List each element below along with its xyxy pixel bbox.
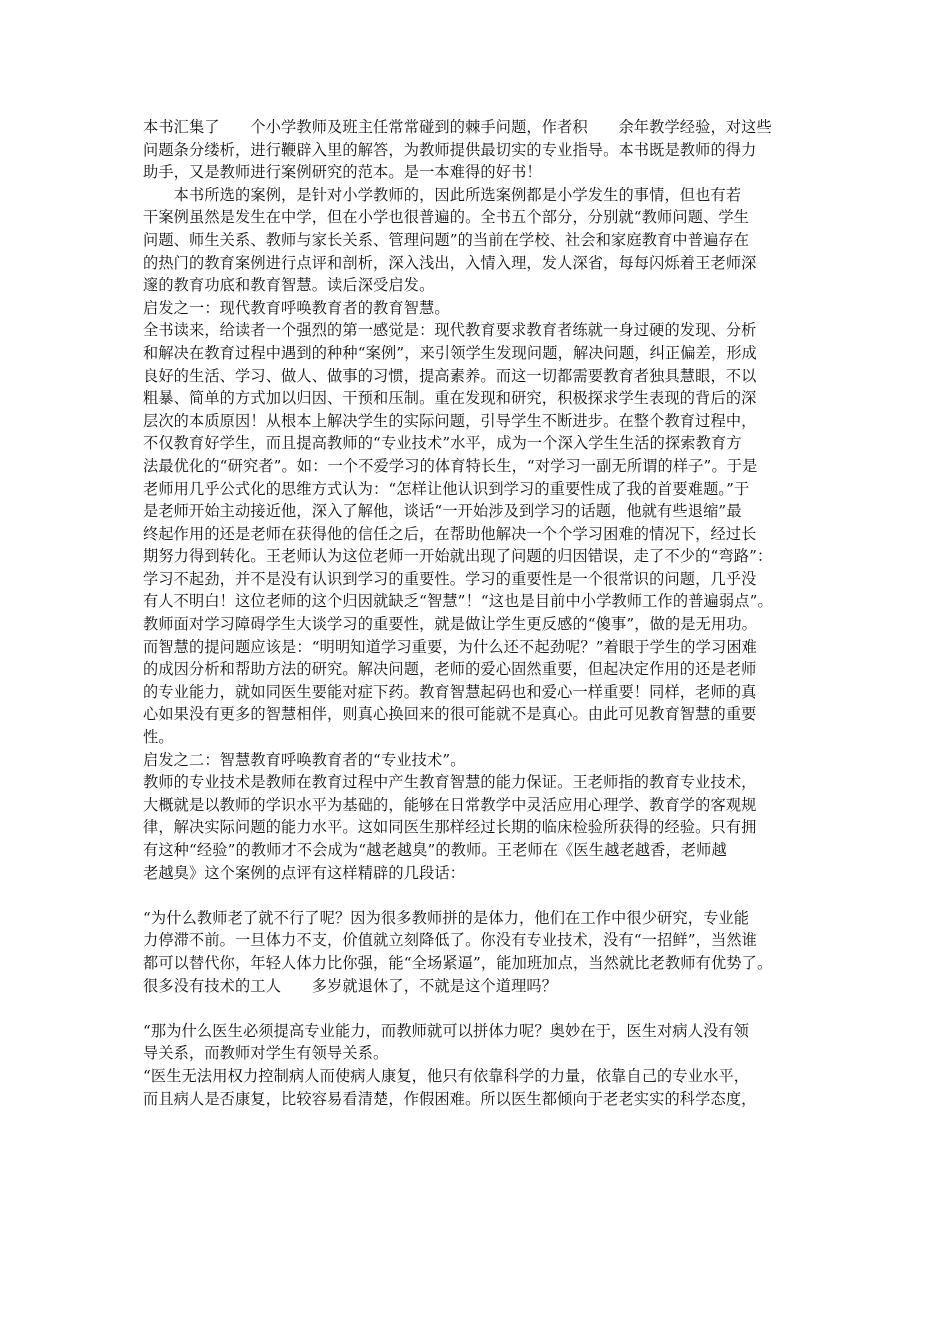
text-line: 良好的生活、学习、做人、做事的习惯，提高素养。而这一切都需要教育者独具慧眼，不以 (143, 366, 757, 385)
text-line: 教师面对学习障碍学生大谈学习的重要性，就是做让学生更反感的“傻事”，做的是无用功。 (143, 615, 757, 634)
text-line: 老师用几乎公式化的思维方式认为：“怎样让他认识到学习的重要性成了我的首要难题。”于 (143, 479, 750, 498)
text-line: 有这种“经验”的教师才不会成为“越老越臭”的教师。王老师在《医生越老越香，老师越 (143, 841, 727, 859)
text-line: 的热门的教育案例进行点评和剖析，深入浅出，入情入理，发人深省，每每闪烁着王老师深 (143, 253, 757, 272)
text-line: 助手，又是教师进行案例研究的范本。是一本难得的好书！ (143, 163, 542, 182)
text-line: 干案例虽然是发生在中学，但在小学也很普遍的。全书五个部分，分别就“教师问题、学生 (143, 208, 750, 227)
blank-line (143, 884, 811, 907)
document-body (143, 116, 811, 1110)
text-line: 大概就是以教师的学识水平为基础的，能够在日常教学中灵活应用心理学、教育学的客观规 (143, 795, 757, 814)
text-line: 老越臭》这个案例的点评有这样精辟的几段话： (143, 863, 466, 882)
text-line: 启发之一：现代教育呼唤教育者的教育智慧。 (143, 298, 450, 317)
text-line: “为什么教师老了就不行了呢？因为很多教师拼的是体力，他们在工作中很少研究，专业能 (143, 908, 750, 927)
text-line: 邃的教育功底和教育智慧。读后深受启发。 (143, 276, 435, 295)
text-line: 是老师开始主动接近他，深入了解他，谈话“一开始涉及到学习的话题，他就有些退缩”最 (143, 502, 742, 521)
text-line: 和解决在教育过程中遇到的种种“案例”，来引领学生发现问题，解决问题，纠正偏差，形成 (143, 343, 757, 362)
text-line: 本书汇集了 个小学教师及班主任常常碰到的棘手问题，作者积 余年教学经验，对这些 (143, 118, 772, 136)
text-line: 力停滞不前。一旦体力不支，价值就立刻降低了。你没有专业技术，没有“一招鲜”，当然谁 (143, 931, 757, 950)
text-line: 本书所选的案例，是针对小学教师的，因此所选案例都是小学发生的事情，但也有若 (143, 185, 742, 204)
text-line: 学习不起劲，并不是没有认识到学习的重要性。学习的重要性是一个很常识的问题，几乎没 (143, 569, 757, 588)
text-line: 终起作用的还是老师在获得他的信任之后，在帮助他解决一个个学习困难的情况下，经过长 (143, 524, 757, 543)
text-line: 期努力得到转化。王老师认为这位老师一开始就出现了问题的归因错误，走了不少的“弯路”： (143, 547, 773, 566)
text-line: 律，解决实际问题的能力水平。这如同医生那样经过长期的临床检验所获得的经验。只有拥 (143, 818, 757, 837)
text-line: “那为什么医生必须提高专业能力，而教师就可以拼体力呢？奥妙在于，医生对病人没有领 (143, 1021, 750, 1040)
text-line: 教师的专业技术是教师在教育过程中产生教育智慧的能力保证。王老师指的教育专业技术， (143, 773, 757, 792)
text-line: 不仅教育好学生，而且提高教师的“专业技术”水平，成为一个深入学生生活的探索教育方 (143, 434, 742, 453)
text-line: 性。 (143, 728, 174, 747)
text-line: 法最优化的“研究者”。如：一个不爱学习的体育特长生，“对学习一副无所谓的样子”。于是 (143, 456, 758, 475)
text-line: 粗暴、简单的方式加以归因、干预和压制。重在发现和研究，积极探求学生表现的背后的深 (143, 389, 757, 408)
text-line: 启发之二：智慧教育呼唤教育者的“专业技术”。 (143, 750, 466, 769)
text-line: 而智慧的提问题应该是：“明明知道学习重要，为什么还不起劲呢？”着眼于学生的学习困难 (143, 637, 757, 656)
text-line: “医生无法用权力控制病人而使病人康复，他只有依靠科学的力量，依靠自己的专业水平， (143, 1066, 750, 1085)
text-line: 问题条分缕析，进行鞭辟入里的解答，为教师提供最切实的专业指导。本书既是教师的得力 (143, 140, 757, 159)
text-line: 有人不明白！这位老师的这个归因就缺乏“智慧”！“这也是目前中小学教师工作的普遍弱点”。 (143, 592, 773, 611)
text-line: 全书读来，给读者一个强烈的第一感觉是：现代教育要求教育者练就一身过硬的发现、分析 (143, 321, 757, 340)
text-line: 问题、师生关系、教师与家长关系、管理问题”的当前在学校、社会和家庭教育中普遍存在 (143, 230, 750, 249)
text-line: 很多没有技术的工人 多岁就退休了，不就是这个道理吗？ (143, 976, 558, 995)
blank-line (143, 997, 811, 1020)
text-line: 层次的本质原因！从根本上解决学生的实际问题，引导学生不断进步。在整个教育过程中， (143, 411, 757, 430)
text-line: 导关系，而教师对学生有领导关系。 (143, 1044, 389, 1063)
text-line: 心如果没有更多的智慧相伴，则真心换回来的很可能就不是真心。由此可见教育智慧的重要 (143, 705, 757, 724)
text-line: 而且病人是否康复，比较容易看清楚，作假困难。所以医生都倾向于老老实实的科学态度， (143, 1089, 757, 1108)
text-line: 的成因分析和帮助方法的研究。解决问题，老师的爱心固然重要，但起决定作用的还是老师 (143, 660, 757, 679)
text-line: 的专业能力，就如同医生要能对症下药。教育智慧起码也和爱心一样重要！同样，老师的真 (143, 682, 757, 701)
text-line: 都可以替代你，年轻人体力比你强，能“全场紧逼”，能加班加点，当然就比老教师有优势了。 (143, 953, 773, 972)
